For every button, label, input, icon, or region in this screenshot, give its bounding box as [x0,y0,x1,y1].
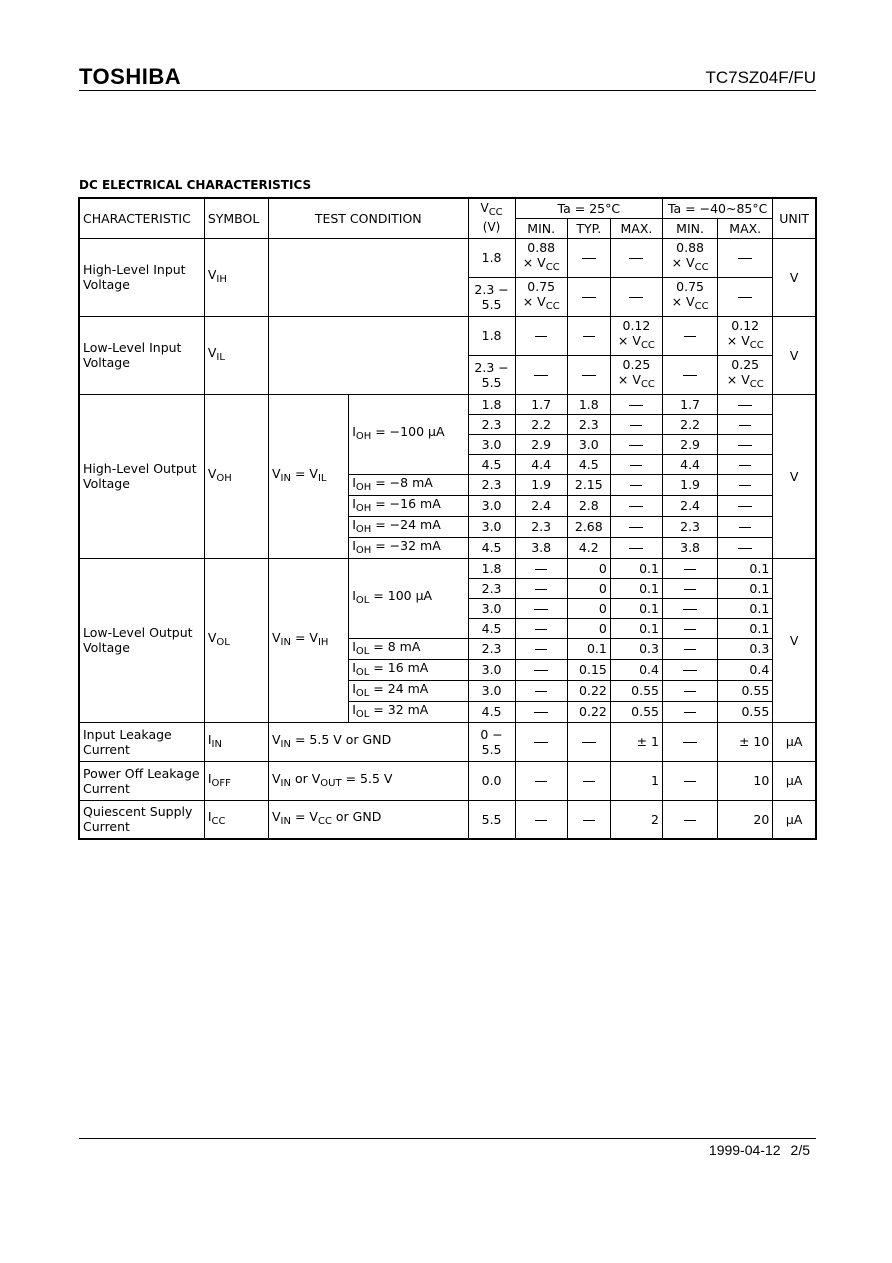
dash-icon [738,548,752,549]
col-min: MIN. [515,218,567,238]
dash-icon [738,258,752,259]
dash-icon [629,258,643,259]
dash-icon [535,691,547,692]
footer [699,1142,810,1158]
icc-label: Quiescent Supply Current [79,800,204,839]
vil-label: Low-Level Input Voltage [79,316,204,394]
footer-page: 2/5 [790,1142,810,1158]
dash-icon [534,375,548,376]
dash-icon [582,297,596,298]
dash-icon [535,336,547,337]
table-row: $I_{OH} = -32$ mA 4.5 3.8 4.2 3.8 [79,537,816,558]
header-rule [79,90,816,91]
col-ta-25: Ta = 25°C [515,198,662,218]
col-max: MAX. [610,218,662,238]
dash-icon [738,405,752,406]
voh-condition: $V_{IN} = V_{IL}$ [268,394,348,558]
table-row: 4.5 4.4 4.5 4.4 [79,454,816,474]
voh-label: High-Level Output Voltage [79,394,204,558]
table-row: High-Level Input Voltage $V_{IH}$ 1.8 0.88 × $V_{CC}$ 0.88 × $V_{CC}$ V [79,238,816,277]
ioff-label: Power Off Leakage Current [79,761,204,800]
col-unit: UNIT [773,198,816,238]
dash-icon [684,649,696,650]
table-row: 4.5 0 0.1 0.1 [79,618,816,638]
table-row: 2.3 2.2 2.3 2.2 [79,414,816,434]
dash-icon [684,820,696,821]
footer-rule [79,1138,816,1139]
dash-icon [583,336,595,337]
dash-icon [683,375,697,376]
table-row: $I_{OL} = 16$ mA 3.0 0.15 0.4 0.4 [79,659,816,680]
vol-symbol: $V_{OL}$ [204,558,268,722]
col-ta-range: Ta = −40~85°C [663,198,773,218]
col-test-condition: TEST CONDITION [268,198,468,238]
dash-icon [535,629,547,630]
table-row: 2.3 − 5.5 0.25 × $V_{CC}$ 0.25 × $V_{CC}$ [79,355,816,394]
table-row: 3.0 0 0.1 0.1 [79,598,816,618]
dash-icon [582,742,596,743]
table-row: Quiescent Supply Current $I_{CC}$ $V_{IN} = V_{CC}$ or GND 5.5 2 20 μA [79,800,816,839]
table-row: $I_{OH} = -16$ mA 3.0 2.4 2.8 2.4 [79,495,816,516]
dc-characteristics-table [78,197,817,840]
dash-icon [583,781,595,782]
table-row: $I_{OL} = 32$ mA 4.5 0.22 0.55 0.55 [79,701,816,722]
dash-icon [629,527,643,528]
dash-icon [739,425,751,426]
iin-symbol: $I_{IN}$ [204,722,268,761]
table-row: Low-Level Output Voltage $V_{OL}$ $V_{IN} = V_{IH}$ $I_{OL} = 100$ μA 1.8 0 0.1 0.1 V [79,558,816,578]
dash-icon [683,609,697,610]
dash-icon [534,609,548,610]
part-number: TC7SZ04F/FU [705,68,816,87]
footer-date: 1999-04-12 [708,1142,781,1158]
dash-icon [684,691,696,692]
dash-icon [535,649,547,650]
vol-label: Low-Level Output Voltage [79,558,204,722]
table-row: Input Leakage Current $I_{IN}$ $V_{IN} = 5.5$ V or GND 0 − 5.5 ± 1 ± 10 μA [79,722,816,761]
section-title: DC ELECTRICAL CHARACTERISTICS [79,178,312,192]
col-range-max: MAX. [718,218,773,238]
icc-symbol: $I_{CC}$ [204,800,268,839]
dash-icon [534,670,548,671]
table-row: 3.0 2.9 3.0 2.9 [79,434,816,454]
dash-icon [684,629,696,630]
dash-icon [629,548,643,549]
dash-icon [683,742,697,743]
dash-icon [738,506,752,507]
col-characteristic: CHARACTERISTIC [79,198,204,238]
dash-icon [738,445,752,446]
dash-icon [534,712,548,713]
table-row: High-Level Output Voltage $V_{OH}$ $V_{IN} = V_{IL}$ $I_{OH} = -100$ μA 1.8 1.7 1.8 1.7 V [79,394,816,414]
voh-symbol: $V_{OH}$ [204,394,268,558]
table-row: $I_{OH} = -8$ mA 2.3 1.9 2.15 1.9 [79,474,816,495]
dash-icon [630,485,642,486]
dash-icon [534,742,548,743]
dash-icon [535,820,547,821]
dash-icon [630,465,642,466]
col-symbol: SYMBOL [204,198,268,238]
dash-icon [739,527,751,528]
vil-symbol: $V_{IL}$ [204,316,268,394]
dash-icon [684,781,696,782]
table-row: 2.3 0 0.1 0.1 [79,578,816,598]
dash-icon [739,465,751,466]
table-row: Low-Level Input Voltage $V_{IL}$ 1.8 0.12 × $V_{CC}$ 0.12 × $V_{CC}$ V [79,316,816,355]
dash-icon [684,712,696,713]
vih-symbol: $V_{IH}$ [204,238,268,316]
dash-icon [739,485,751,486]
vol-condition: $V_{IN} = V_{IH}$ [268,558,348,722]
dash-icon [629,297,643,298]
dash-icon [583,820,595,821]
col-vcc: $V_{CC}$ (V) [468,198,515,238]
dash-icon [582,258,596,259]
dash-icon [629,445,643,446]
table-row: $I_{OL} = 8$ mA 2.3 0.1 0.3 0.3 [79,638,816,659]
dash-icon [629,506,643,507]
table-row: Power Off Leakage Current $I_{OFF}$ $V_{IN}$ or $V_{OUT} = 5.5$ V 0.0 1 10 μA [79,761,816,800]
dash-icon [582,375,596,376]
dash-icon [535,569,547,570]
col-range-min: MIN. [663,218,718,238]
dash-icon [684,569,696,570]
ioff-symbol: $I_{OFF}$ [204,761,268,800]
dash-icon [629,405,643,406]
dash-icon [535,781,547,782]
table-row: $I_{OH} = -24$ mA 3.0 2.3 2.68 2.3 [79,516,816,537]
col-typ: TYP. [567,218,610,238]
dash-icon [630,425,642,426]
dash-icon [684,336,696,337]
dash-icon [683,670,697,671]
dash-icon [535,589,547,590]
iin-label: Input Leakage Current [79,722,204,761]
brand-logo: TOSHIBA [79,64,182,89]
table-row: 2.3 − 5.5 0.75 × $V_{CC}$ 0.75 × $V_{CC}$ [79,277,816,316]
table-row: $I_{OL} = 24$ mA 3.0 0.22 0.55 0.55 [79,680,816,701]
dash-icon [738,297,752,298]
vih-label: High-Level Input Voltage [79,238,204,316]
dash-icon [684,589,696,590]
